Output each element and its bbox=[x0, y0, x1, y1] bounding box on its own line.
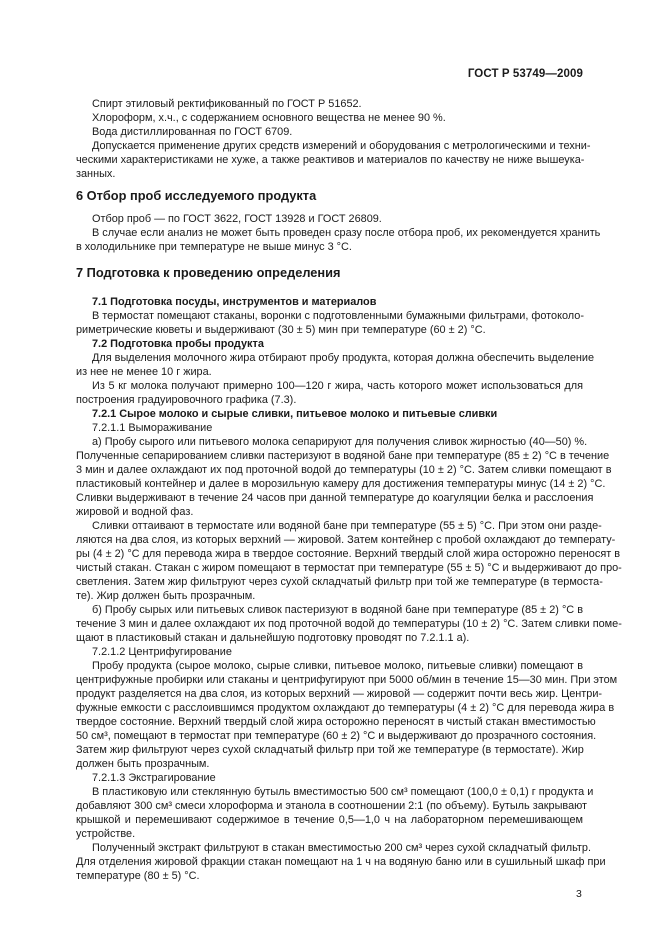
text-line: Вода дистиллированная по ГОСТ 6709. bbox=[92, 126, 293, 138]
text-line: Хлороформ, х.ч., с содержанием основного вещества не менее 90 %. bbox=[92, 112, 446, 124]
text-line: В термостат помещают стаканы, воронки с подготовленными бумажными фильтрами, фотоколо- bbox=[92, 310, 584, 322]
document-code-header: ГОСТ Р 53749—2009 bbox=[467, 68, 583, 80]
text-line: Сливки оттаивают в термостате или водяной бане при температуре (55 ± 5) °С. При этом они разде- bbox=[92, 520, 602, 532]
subsection-heading: 7.1 Подготовка посуды, инструментов и материалов bbox=[92, 296, 377, 308]
text-line: крышкой и перемешивают содержимое в течение 0,5—1,0 ч на лабораторном перемешивающем bbox=[76, 814, 583, 826]
text-line: щают в пластиковый стакан и дальнейшую подготовку проводят по 7.2.1.1 а). bbox=[76, 632, 470, 644]
text-line: фужные емкости с расслоившимся продуктом охлаждают до температуры (4 ± 2) °С для перевода жира в bbox=[76, 702, 615, 714]
text-line: продукт разделяется на два слоя, из которых верхний — жировой — содержит почти весь жир. Центри- bbox=[76, 688, 603, 700]
text-line: течение 3 мин и далее охлаждают их под проточной водой до температуры (10 ± 2) °С. Затем сливки поме- bbox=[76, 618, 622, 630]
text-line: В пластиковую или стеклянную бутыль вместимостью 500 см³ помещают (100,0 ± 0,1) г продукта и bbox=[92, 786, 594, 798]
text-line: ческими характеристиками не хуже, а также реактивов и материалов по качеству не ниже вышеука- bbox=[76, 154, 585, 166]
text-line: пластиковый контейнер и далее в морозильную камеру для достижения температуры минус (14 ± 2) °С. bbox=[76, 478, 606, 490]
text-line: чистый стакан. Стакан с жиром помещают в термостат при температуре (55 ± 5) °С и выдерживают до про- bbox=[76, 562, 622, 574]
text-line: Для отделения жировой фракции стакан помещают на 1 ч на водяную баню или в сушильный шкаф при bbox=[76, 856, 606, 868]
text-line: те). Жир должен быть прозрачным. bbox=[76, 590, 256, 602]
text-line: ры (4 ± 2) °С для перевода жира в твердое состояние. Верхний твердый слой жира осторожно переносят в bbox=[76, 548, 621, 560]
text-line: светления. Затем жир фильтруют через сухой складчатый фильтр при той же температуре (в термоста- bbox=[76, 576, 603, 588]
subsection-heading: 7.2.1 Сырое молоко и сырые сливки, питьевое молоко и питьевые сливки bbox=[92, 408, 498, 420]
text-line: Отбор проб — по ГОСТ 3622, ГОСТ 13928 и ГОСТ 26809. bbox=[92, 213, 382, 225]
text-line: устройстве. bbox=[76, 828, 136, 840]
text-line: 3 мин и далее охлаждают их под проточной водой до температуры (10 ± 2) °С. Затем сливки помещают в bbox=[76, 464, 612, 476]
text-line: твердое состояние. Верхний твердый слой жира осторожно переносят в чистый стакан вместимостью bbox=[76, 716, 596, 728]
page-number: 3 bbox=[576, 888, 582, 900]
text-line: Сливки выдерживают в течение 24 часов при данной температуре до коагуляции белка и расслоения bbox=[76, 492, 594, 504]
text-line: Полученный экстракт фильтруют в стакан вместимостью 200 см³ через сухой складчатый фильтр. bbox=[92, 842, 592, 854]
text-line: из нее не менее 10 г жира. bbox=[76, 366, 212, 378]
subsection-heading: 7.2 Подготовка пробы продукта bbox=[92, 338, 264, 350]
clause-heading: 7.2.1.1 Вымораживание bbox=[92, 422, 213, 434]
text-line: Допускается применение других средств измерений и оборудования с метрологическими и техни- bbox=[92, 140, 591, 152]
text-line: Из 5 кг молока получают примерно 100—120 г жира, часть которого может использоваться для bbox=[92, 380, 583, 392]
section-heading-7: 7 Подготовка к проведению определения bbox=[76, 265, 341, 280]
text-line: в холодильнике при температуре не выше минус 3 °С. bbox=[76, 241, 352, 253]
text-line: Для выделения молочного жира отбирают пробу продукта, которая должна обеспечить выделение bbox=[92, 352, 595, 364]
text-line: построения градуировочного графика (7.3). bbox=[76, 394, 297, 406]
text-line: Полученные сепарированием сливки пастеризуют в водяной бане при температуре (85 ± 2) °С в течение bbox=[76, 450, 610, 462]
text-line: занных. bbox=[76, 168, 116, 180]
text-line: Затем жир фильтруют через сухой складчатый фильтр при той же температуре (в термостате). Жир bbox=[76, 744, 584, 756]
text-line: должен быть прозрачным. bbox=[76, 758, 210, 770]
text-line: В случае если анализ не может быть проведен сразу после отбора проб, их рекомендуется хранить bbox=[92, 227, 601, 239]
text-line: температуре (80 ± 5) °С. bbox=[76, 870, 200, 882]
text-line: центрифужные пробирки или стаканы и центрифугируют при 5000 об/мин в течение 15—30 мин. При этом bbox=[76, 674, 618, 686]
text-line: Пробу продукта (сырое молоко, сырые сливки, питьевое молоко, питьевые сливки) помещают в bbox=[92, 660, 583, 672]
clause-heading: 7.2.1.2 Центрифугирование bbox=[92, 646, 232, 658]
text-line: добавляют 300 см³ смеси хлороформа и этанола в соотношении 2:1 (по объему). Бутыль закрывают bbox=[76, 800, 588, 812]
text-line: а) Пробу сырого или питьевого молока сепарируют для получения сливок жирностью (40—50) %. bbox=[92, 436, 588, 448]
text-line: б) Пробу сырых или питьевых сливок пастеризуют в водяной бане при температуре (85 ± 2) °С в bbox=[92, 604, 583, 616]
clause-heading: 7.2.1.3 Экстрагирование bbox=[92, 772, 216, 784]
text-line: жировой и водной фаз. bbox=[76, 506, 194, 518]
text-line: риметрические кюветы и выдерживают (30 ± 5) мин при температуре (60 ± 2) °С. bbox=[76, 324, 486, 336]
text-line: 50 см³, помещают в термостат при температуре (60 ± 2) °С и выдерживают до прозрачного состояния. bbox=[76, 730, 597, 742]
text-line: Спирт этиловый ректификованный по ГОСТ Р 51652. bbox=[92, 98, 362, 110]
text-line: ляются на два слоя, из которых верхний — жировой. Затем контейнер с пробой охлаждают до температу- bbox=[76, 534, 616, 546]
section-heading-6: 6 Отбор проб исследуемого продукта bbox=[76, 188, 317, 203]
